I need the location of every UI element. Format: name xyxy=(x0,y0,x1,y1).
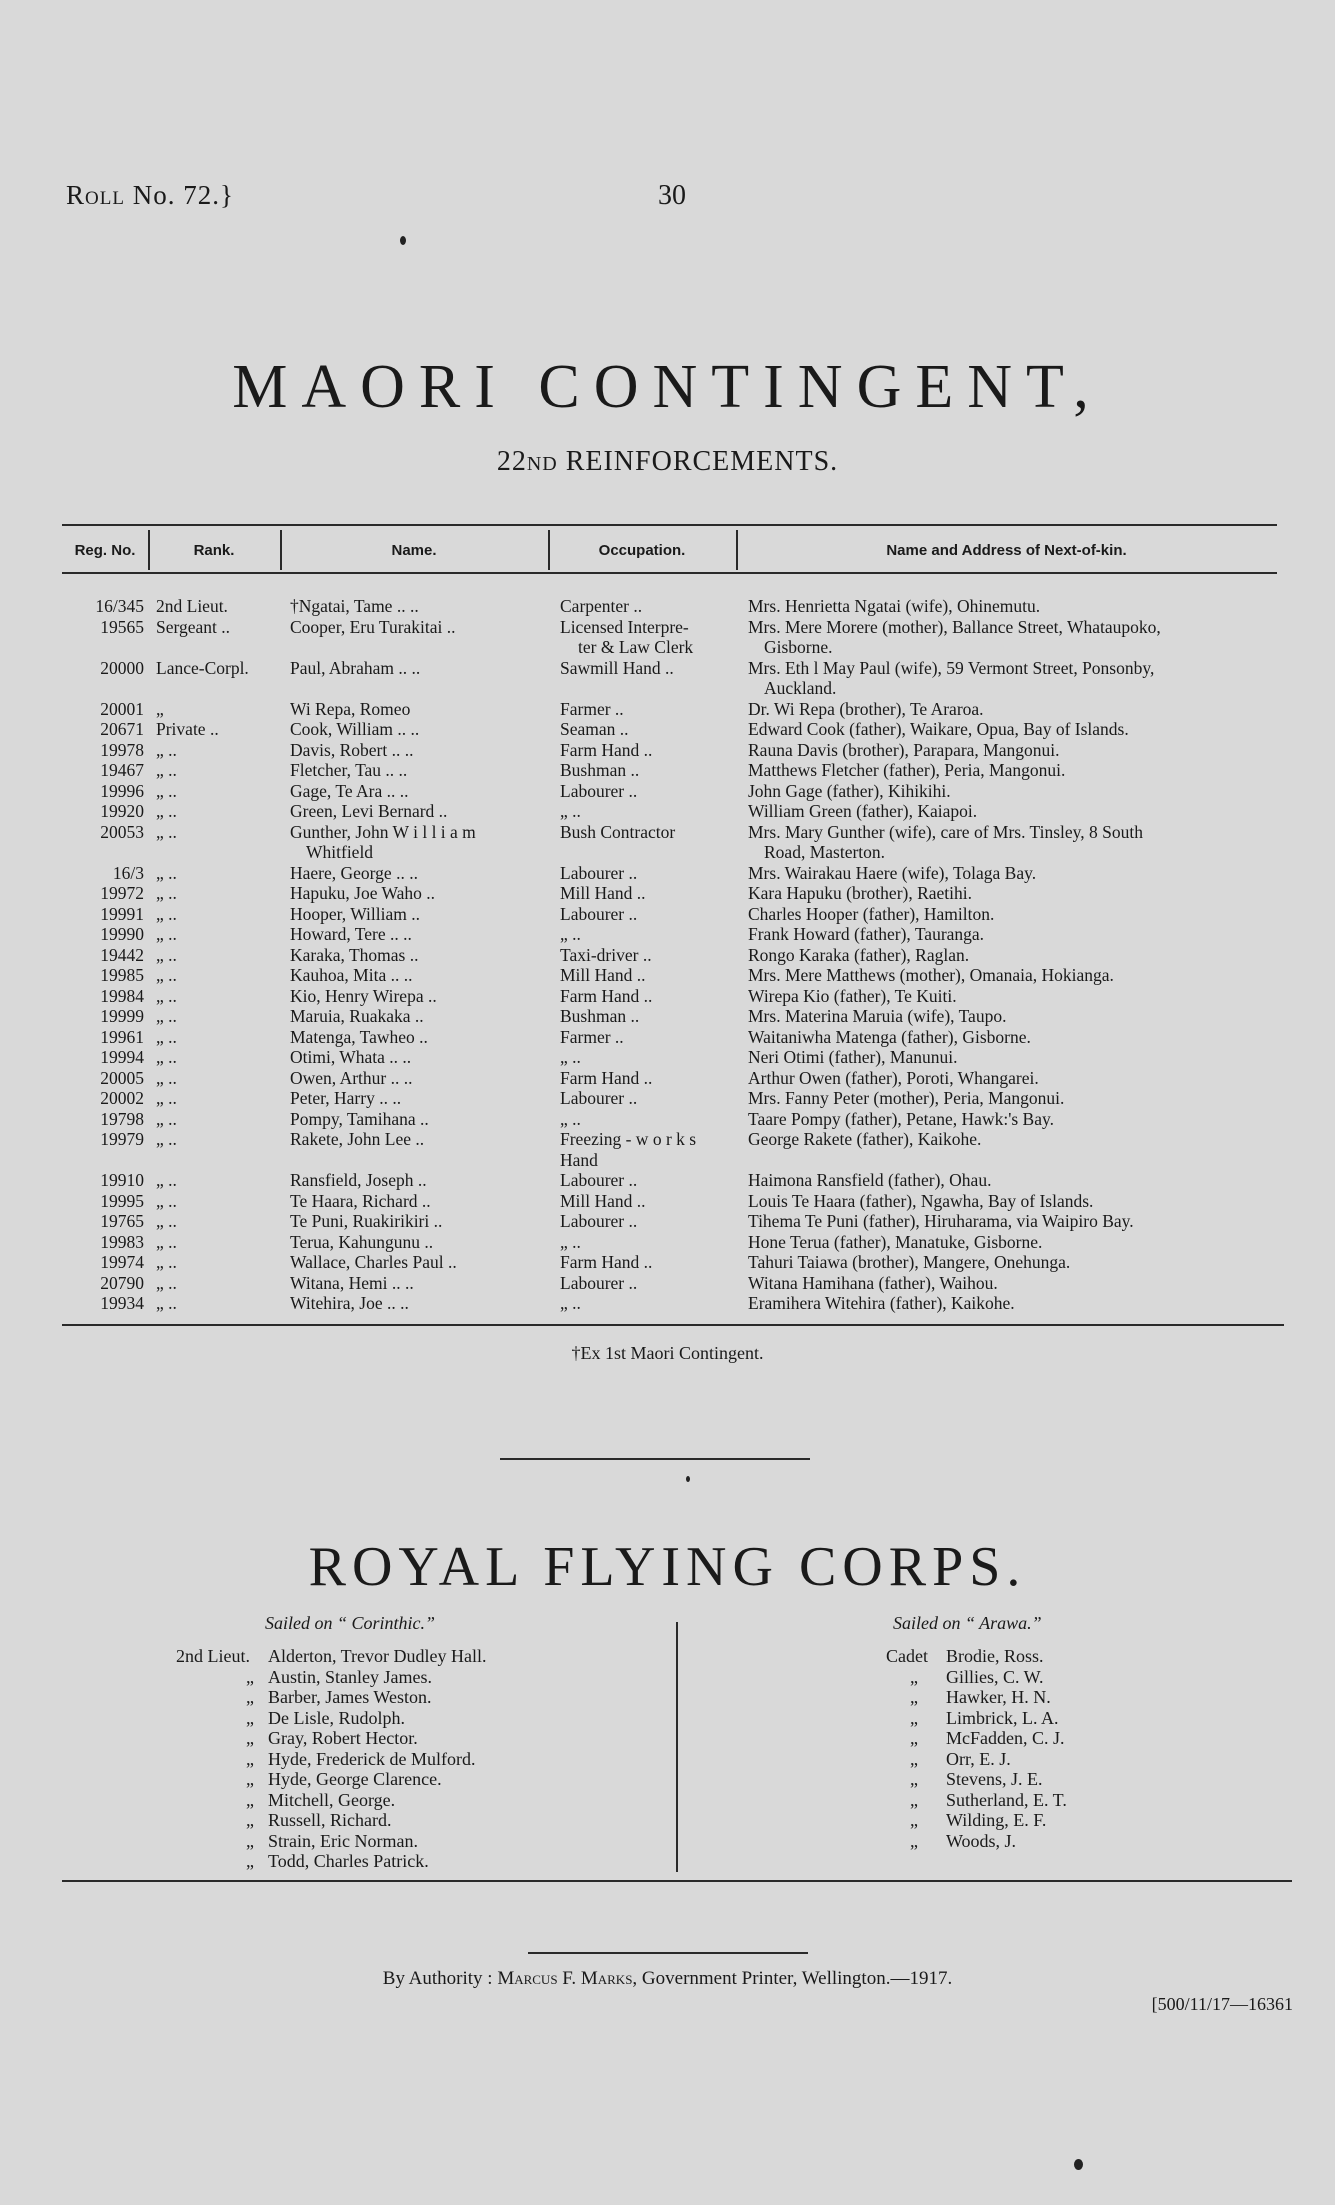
table-row xyxy=(62,719,1292,740)
next-of-kin-cell: William Green (father), Kaiapoi. xyxy=(748,801,978,821)
next-of-kin-cell: Mrs. Henrietta Ngatai (wife), Ohinemutu. xyxy=(748,596,1041,616)
corinthic-heading: Sailed on “ Corinthic.” xyxy=(265,1613,436,1633)
rank-label: „ xyxy=(910,1789,918,1810)
table-row xyxy=(62,1109,1292,1130)
rank-label: „ xyxy=(910,1666,918,1687)
rank-cell: „ .. xyxy=(156,903,177,924)
name-cell-continued: Whitfield xyxy=(306,842,374,862)
next-of-kin-cell: Frank Howard (father), Tauranga. xyxy=(748,924,985,944)
rank-cell: „ .. xyxy=(156,780,177,801)
rank-label: „ xyxy=(910,1748,918,1769)
reg-no-cell: 19961 xyxy=(100,1026,144,1047)
rank-label: „ xyxy=(910,1687,918,1707)
arawa-list xyxy=(886,1646,1266,1851)
name-cell: Otimi, Whata .. .. xyxy=(290,1047,412,1067)
next-of-kin-cell: Hone Terua (father), Manatuke, Gisborne. xyxy=(748,1231,1043,1252)
name-cell: Pompy, Tamihana .. xyxy=(290,1108,429,1129)
print-code: [500/11/17—16361 xyxy=(1151,1994,1293,2014)
list-item xyxy=(176,1749,636,1770)
occupation-cell: Bushman .. xyxy=(560,760,640,780)
rank-cell: „ .. xyxy=(156,801,177,821)
arawa-heading: Sailed on “ Arawa.” xyxy=(893,1613,1042,1633)
section-divider xyxy=(500,1458,810,1460)
table-row xyxy=(62,904,1292,925)
person-name: Stevens, J. E. xyxy=(946,1769,1043,1789)
rank-cell: „ .. xyxy=(156,1252,177,1272)
name-cell: Matenga, Tawheo .. xyxy=(290,1026,428,1047)
table-footnote: †Ex 1st Maori Contingent. xyxy=(571,1343,764,1363)
reg-no-cell: 19565 xyxy=(100,616,144,637)
next-of-kin-cell: Wirepa Kio (father), Te Kuiti. xyxy=(748,985,957,1006)
rank-label: Cadet xyxy=(886,1646,928,1666)
list-item xyxy=(886,1769,1266,1790)
reg-no-cell: 19974 xyxy=(100,1252,144,1272)
person-name: Woods, J. xyxy=(946,1830,1017,1851)
footer-divider xyxy=(528,1952,808,1954)
table-row xyxy=(62,1047,1292,1068)
table-row xyxy=(62,863,1292,884)
next-of-kin-cell: Kara Hapuku (brother), Raetihi. xyxy=(748,883,973,903)
next-of-kin-cell: Charles Hooper (father), Hamilton. xyxy=(748,903,995,924)
table-row xyxy=(62,781,1292,802)
table-row xyxy=(62,1027,1292,1048)
subtitle-ordinal: 22 xyxy=(496,446,527,477)
rank-cell: „ .. xyxy=(156,985,177,1006)
ink-speck xyxy=(1074,2159,1083,2170)
table-row xyxy=(62,883,1292,904)
list-item xyxy=(176,1790,636,1811)
person-name: Austin, Stanley James. xyxy=(268,1666,432,1687)
next-of-kin-cell-continued: Road, Masterton. xyxy=(764,842,886,862)
next-of-kin-cell: John Gage (father), Kihikihi. xyxy=(748,780,951,801)
next-of-kin-cell: Mrs. Fanny Peter (mother), Peria, Mangonui. xyxy=(748,1088,1065,1108)
name-cell: Peter, Harry .. .. xyxy=(290,1088,402,1108)
name-cell: Hapuku, Joe Waho .. xyxy=(290,883,436,903)
occupation-cell: Bushman .. xyxy=(560,1006,640,1026)
person-name: McFadden, C. J. xyxy=(946,1728,1065,1748)
occupation-cell-continued: ter & Law Clerk xyxy=(578,637,694,657)
rank-cell: „ .. xyxy=(156,739,177,760)
person-name: Barber, James Weston. xyxy=(268,1687,432,1707)
table-row xyxy=(62,986,1292,1007)
rank-cell: „ .. xyxy=(156,965,177,985)
list-item xyxy=(886,1728,1266,1749)
rank-cell: „ .. xyxy=(156,760,177,780)
occupation-cell: Mill Hand .. xyxy=(560,883,646,903)
next-of-kin-cell-continued: Gisborne. xyxy=(764,637,833,657)
rank-cell: „ .. xyxy=(156,1067,177,1088)
person-name: De Lisle, Rudolph. xyxy=(268,1707,405,1728)
rank-cell: „ .. xyxy=(156,1108,177,1129)
rank-label: „ xyxy=(246,1810,254,1830)
next-of-kin-cell: Witana Hamihana (father), Waihou. xyxy=(748,1272,998,1293)
person-name: Hyde, George Clarence. xyxy=(268,1769,442,1789)
next-of-kin-cell: Edward Cook (father), Waikare, Opua, Bay of Islands. xyxy=(748,719,1129,739)
corinthic-list xyxy=(176,1646,636,1872)
name-cell: Te Haara, Richard .. xyxy=(290,1190,431,1211)
name-cell: †Ngatai, Tame .. .. xyxy=(290,596,419,616)
name-cell: Davis, Robert .. .. xyxy=(290,739,414,760)
col-header-rank: Rank. xyxy=(193,542,235,559)
name-cell: Karaka, Thomas .. xyxy=(290,944,419,965)
list-item xyxy=(886,1749,1266,1770)
next-of-kin-cell: Eramihera Witehira (father), Kaikohe. xyxy=(748,1293,1015,1313)
person-name: Strain, Eric Norman. xyxy=(268,1830,418,1851)
page-number: 30 xyxy=(658,180,686,211)
rank-cell: „ .. xyxy=(156,1088,177,1108)
name-cell: Green, Levi Bernard .. xyxy=(290,801,448,821)
occupation-cell: „ .. xyxy=(560,1231,581,1252)
name-cell: Paul, Abraham .. .. xyxy=(290,657,421,678)
rank-cell: „ .. xyxy=(156,1211,177,1231)
rank-label: „ xyxy=(246,1666,254,1687)
table-row xyxy=(62,1191,1292,1212)
table-row xyxy=(62,617,1292,658)
col-header-next-of-kin: Name and Address of Next-of-kin. xyxy=(886,542,1127,559)
occupation-cell: „ .. xyxy=(560,801,581,821)
occupation-cell: Bush Contractor xyxy=(560,821,676,842)
person-name: Gillies, C. W. xyxy=(946,1666,1044,1687)
list-item xyxy=(886,1667,1266,1688)
ink-speck xyxy=(400,236,406,245)
table-row xyxy=(62,740,1292,761)
name-cell: Rakete, John Lee .. xyxy=(290,1129,425,1149)
table-row xyxy=(62,1232,1292,1253)
table-top-rule xyxy=(62,524,1277,526)
rank-label: 2nd Lieut. xyxy=(176,1646,250,1666)
reg-no-cell: 19985 xyxy=(100,965,144,985)
next-of-kin-cell: Dr. Wi Repa (brother), Te Araroa. xyxy=(748,698,984,719)
next-of-kin-cell: Waitaniwha Matenga (father), Gisborne. xyxy=(748,1026,1031,1047)
name-cell: Witana, Hemi .. .. xyxy=(290,1272,414,1293)
table-row xyxy=(62,965,1292,986)
reg-no-cell: 19978 xyxy=(100,739,144,760)
reg-no-cell: 19990 xyxy=(100,924,144,944)
person-name: Gray, Robert Hector. xyxy=(268,1728,418,1748)
list-item xyxy=(886,1790,1266,1811)
name-cell: Gunther, John W i l l i a m xyxy=(290,821,476,842)
occupation-cell: „ .. xyxy=(560,1047,581,1067)
table-row xyxy=(62,801,1292,822)
authority-suffix: Government Printer, Wellington.—1917. xyxy=(641,1968,953,1989)
next-of-kin-cell: Tahuri Taiawa (brother), Mangere, Onehunga. xyxy=(748,1252,1071,1272)
rank-cell: „ .. xyxy=(156,862,177,883)
table-row xyxy=(62,1252,1292,1273)
list-item xyxy=(176,1667,636,1688)
occupation-cell: Seaman .. xyxy=(560,719,629,739)
rank-cell: Private .. xyxy=(156,719,219,739)
name-cell: Wi Repa, Romeo xyxy=(290,698,411,719)
person-name: Todd, Charles Patrick. xyxy=(268,1851,429,1871)
roll-number-value: No. 72.} xyxy=(132,180,234,210)
occupation-cell: Labourer .. xyxy=(560,1211,638,1231)
reg-no-cell: 19798 xyxy=(100,1108,144,1129)
name-cell: Owen, Arthur .. .. xyxy=(290,1067,413,1088)
name-cell: Witehira, Joe .. .. xyxy=(290,1293,409,1313)
list-item xyxy=(886,1646,1266,1667)
name-cell: Kio, Henry Wirepa .. xyxy=(290,985,437,1006)
list-item xyxy=(176,1810,636,1831)
table-row xyxy=(62,924,1292,945)
occupation-cell: Licensed Interpre- xyxy=(560,616,689,637)
reg-no-cell: 19467 xyxy=(100,760,144,780)
table-row xyxy=(62,1293,1292,1314)
occupation-cell: Farmer .. xyxy=(560,698,624,719)
table-row xyxy=(62,658,1292,699)
rank-cell: „ .. xyxy=(156,944,177,965)
reg-no-cell: 20005 xyxy=(100,1067,144,1088)
next-of-kin-cell: Mrs. Eth l May Paul (wife), 59 Vermont Street, Ponsonby, xyxy=(748,657,1155,678)
rank-cell: Sergeant .. xyxy=(156,616,231,637)
occupation-cell: Sawmill Hand .. xyxy=(560,657,674,678)
occupation-cell: „ .. xyxy=(560,1108,581,1129)
next-of-kin-cell: Mrs. Mere Matthews (mother), Omanaia, Hokianga. xyxy=(748,965,1114,985)
person-name: Limbrick, L. A. xyxy=(946,1707,1059,1728)
rank-label: „ xyxy=(246,1789,254,1810)
occupation-cell: Farm Hand .. xyxy=(560,1067,653,1088)
reg-no-cell: 19972 xyxy=(100,883,144,903)
table-row xyxy=(62,1129,1292,1170)
rank-label: „ xyxy=(910,1728,918,1748)
reg-no-cell: 19442 xyxy=(100,944,144,965)
rank-label: „ xyxy=(246,1707,254,1728)
list-item xyxy=(886,1708,1266,1729)
contingent-title: MAORI CONTINGENT, xyxy=(232,353,1103,421)
occupation-cell: Labourer .. xyxy=(560,903,638,924)
rank-label: „ xyxy=(246,1830,254,1851)
roll-table-body xyxy=(62,596,1292,1314)
list-item xyxy=(176,1831,636,1852)
table-row xyxy=(62,699,1292,720)
occupation-cell: Labourer .. xyxy=(560,1170,638,1190)
next-of-kin-cell: Haimona Ransfield (father), Ohau. xyxy=(748,1170,992,1190)
printer-name: Marcus F. Marks, xyxy=(497,1968,638,1989)
table-row xyxy=(62,1006,1292,1027)
reg-no-cell: 16/345 xyxy=(95,596,144,616)
reg-no-cell: 16/3 xyxy=(112,862,144,883)
next-of-kin-cell: Mrs. Wairakau Haere (wife), Tolaga Bay. xyxy=(748,862,1037,883)
rank-cell: „ .. xyxy=(156,1190,177,1211)
table-row xyxy=(62,596,1292,617)
col-header-name: Name. xyxy=(391,542,437,559)
next-of-kin-cell: Rongo Karaka (father), Raglan. xyxy=(748,944,970,965)
name-cell: Fletcher, Tau .. .. xyxy=(290,760,408,780)
rank-cell: „ .. xyxy=(156,1272,177,1293)
reg-no-cell: 19934 xyxy=(100,1293,144,1313)
reg-no-cell: 19995 xyxy=(100,1190,144,1211)
reg-no-cell: 19979 xyxy=(100,1129,144,1149)
next-of-kin-cell: Rauna Davis (brother), Parapara, Mangonui. xyxy=(748,739,1060,760)
reg-no-cell: 19996 xyxy=(100,780,144,801)
rank-cell: „ .. xyxy=(156,1026,177,1047)
rank-label: „ xyxy=(246,1687,254,1707)
table-row xyxy=(62,1273,1292,1294)
occupation-cell: Taxi-driver .. xyxy=(560,944,652,965)
next-of-kin-cell: Mrs. Mere Morere (mother), Ballance Street, Whataupoko, xyxy=(748,616,1161,637)
list-item xyxy=(176,1851,636,1872)
name-cell: Kauhoa, Mita .. .. xyxy=(290,965,413,985)
reg-no-cell: 20053 xyxy=(100,821,144,842)
next-of-kin-cell: Neri Otimi (father), Manunui. xyxy=(748,1047,958,1067)
rank-label: „ xyxy=(910,1810,918,1830)
reg-no-cell: 19910 xyxy=(100,1170,144,1190)
occupation-cell-continued: Hand xyxy=(560,1149,598,1170)
occupation-cell: Mill Hand .. xyxy=(560,1190,646,1211)
rank-cell: Lance-Corpl. xyxy=(156,657,249,678)
list-item xyxy=(176,1708,636,1729)
authority-line xyxy=(0,1968,1335,1990)
rank-cell: „ .. xyxy=(156,1170,177,1190)
name-cell: Haere, George .. .. xyxy=(290,862,418,883)
name-cell: Wallace, Charles Paul .. xyxy=(290,1252,457,1272)
rank-label: „ xyxy=(246,1769,254,1789)
list-item xyxy=(886,1810,1266,1831)
person-name: Brodie, Ross. xyxy=(946,1646,1044,1666)
rfc-bottom-rule xyxy=(62,1880,1292,1882)
reg-no-cell: 19920 xyxy=(100,801,144,821)
authority-prefix: By Authority : xyxy=(382,1968,493,1989)
reg-no-cell: 20001 xyxy=(100,698,144,719)
table-row xyxy=(62,1068,1292,1089)
rank-label: „ xyxy=(246,1728,254,1748)
person-name: Hyde, Frederick de Mulford. xyxy=(268,1748,476,1769)
rfc-title: ROYAL FLYING CORPS. xyxy=(308,1536,1027,1598)
roll-prefix: Roll xyxy=(66,180,125,210)
occupation-cell: Carpenter .. xyxy=(560,596,643,616)
person-name: Sutherland, E. T. xyxy=(946,1789,1067,1810)
list-item xyxy=(176,1687,636,1708)
occupation-cell: Freezing - w o r k s xyxy=(560,1129,697,1149)
rank-cell: „ .. xyxy=(156,821,177,842)
rank-cell: 2nd Lieut. xyxy=(156,596,228,616)
name-cell: Ransfield, Joseph .. xyxy=(290,1170,427,1190)
reg-no-cell: 19983 xyxy=(100,1231,144,1252)
name-cell: Cooper, Eru Turakitai .. xyxy=(290,616,456,637)
occupation-cell: Labourer .. xyxy=(560,1088,638,1108)
table-bottom-rule xyxy=(62,1324,1284,1326)
roll-number xyxy=(66,180,234,211)
contingent-subtitle xyxy=(0,446,1335,478)
occupation-cell: „ .. xyxy=(560,1293,581,1313)
name-cell: Gage, Te Ara .. .. xyxy=(290,780,409,801)
person-name: Orr, E. J. xyxy=(946,1748,1011,1769)
list-item xyxy=(176,1728,636,1749)
name-cell: Howard, Tere .. .. xyxy=(290,924,412,944)
reg-no-cell: 20671 xyxy=(100,719,144,739)
reg-no-cell: 19991 xyxy=(100,903,144,924)
rank-label: „ xyxy=(910,1707,918,1728)
subtitle-rest: REINFORCEMENTS. xyxy=(565,446,839,477)
reg-no-cell: 19994 xyxy=(100,1047,144,1067)
person-name: Mitchell, George. xyxy=(268,1789,396,1810)
rank-label: „ xyxy=(910,1830,918,1851)
rank-cell: „ .. xyxy=(156,1231,177,1252)
col-header-reg: Reg. No. xyxy=(74,542,136,559)
occupation-cell: Labourer .. xyxy=(560,1272,638,1293)
table-row xyxy=(62,1170,1292,1191)
occupation-cell: Labourer .. xyxy=(560,862,638,883)
rfc-column-divider xyxy=(676,1622,678,1872)
next-of-kin-cell: Louis Te Haara (father), Ngawha, Bay of Islands. xyxy=(748,1190,1094,1211)
occupation-cell: Farm Hand .. xyxy=(560,739,653,760)
list-item xyxy=(886,1831,1266,1852)
table-row xyxy=(62,1211,1292,1232)
table-row xyxy=(62,945,1292,966)
table-row xyxy=(62,1088,1292,1109)
col-header-occupation: Occupation. xyxy=(598,542,686,559)
table-row xyxy=(62,760,1292,781)
list-item xyxy=(176,1646,636,1667)
reg-no-cell: 19999 xyxy=(100,1006,144,1026)
next-of-kin-cell: Taare Pompy (father), Petane, Hawk:'s Bay. xyxy=(748,1108,1054,1129)
rank-cell: „ .. xyxy=(156,924,177,944)
reg-no-cell: 19765 xyxy=(100,1211,144,1231)
next-of-kin-cell: Mrs. Materina Maruia (wife), Taupo. xyxy=(748,1006,1007,1026)
reg-no-cell: 20790 xyxy=(100,1272,144,1293)
person-name: Hawker, H. N. xyxy=(946,1687,1051,1707)
occupation-cell: „ .. xyxy=(560,924,581,944)
reg-no-cell: 19984 xyxy=(100,985,144,1006)
list-item xyxy=(886,1687,1266,1708)
name-cell: Cook, William .. .. xyxy=(290,719,420,739)
next-of-kin-cell: George Rakete (father), Kaikohe. xyxy=(748,1129,982,1149)
rank-cell: „ .. xyxy=(156,883,177,903)
rank-cell: „ xyxy=(156,698,164,719)
next-of-kin-cell: Matthews Fletcher (father), Peria, Mangonui. xyxy=(748,760,1066,780)
person-name: Wilding, E. F. xyxy=(946,1810,1047,1830)
name-cell: Te Puni, Ruakirikiri .. xyxy=(290,1211,443,1231)
table-row xyxy=(62,822,1292,863)
occupation-cell: Labourer .. xyxy=(560,780,638,801)
occupation-cell: Farm Hand .. xyxy=(560,1252,653,1272)
ink-speck xyxy=(686,1476,690,1482)
rank-label: „ xyxy=(246,1851,254,1871)
list-item xyxy=(176,1769,636,1790)
name-cell: Hooper, William .. xyxy=(290,903,420,924)
rank-cell: „ .. xyxy=(156,1129,177,1149)
person-name: Russell, Richard. xyxy=(268,1810,392,1830)
table-header xyxy=(62,530,1277,576)
person-name: Alderton, Trevor Dudley Hall. xyxy=(268,1646,487,1666)
subtitle-suffix: ND xyxy=(526,453,558,475)
rank-cell: „ .. xyxy=(156,1047,177,1067)
occupation-cell: Farmer .. xyxy=(560,1026,624,1047)
next-of-kin-cell-continued: Auckland. xyxy=(764,678,837,698)
name-cell: Maruia, Ruakaka .. xyxy=(290,1006,424,1026)
occupation-cell: Farm Hand .. xyxy=(560,985,653,1006)
rank-label: „ xyxy=(910,1769,918,1789)
reg-no-cell: 20000 xyxy=(100,657,144,678)
rank-cell: „ .. xyxy=(156,1006,177,1026)
rank-label: „ xyxy=(246,1748,254,1769)
reg-no-cell: 20002 xyxy=(100,1088,144,1108)
next-of-kin-cell: Mrs. Mary Gunther (wife), care of Mrs. Tinsley, 8 South xyxy=(748,821,1143,842)
next-of-kin-cell: Arthur Owen (father), Poroti, Whangarei. xyxy=(748,1067,1039,1088)
occupation-cell: Mill Hand .. xyxy=(560,965,646,985)
next-of-kin-cell: Tihema Te Puni (father), Hiruharama, via Waipiro Bay. xyxy=(748,1211,1134,1231)
rank-cell: „ .. xyxy=(156,1293,177,1313)
name-cell: Terua, Kahungunu .. xyxy=(290,1231,434,1252)
